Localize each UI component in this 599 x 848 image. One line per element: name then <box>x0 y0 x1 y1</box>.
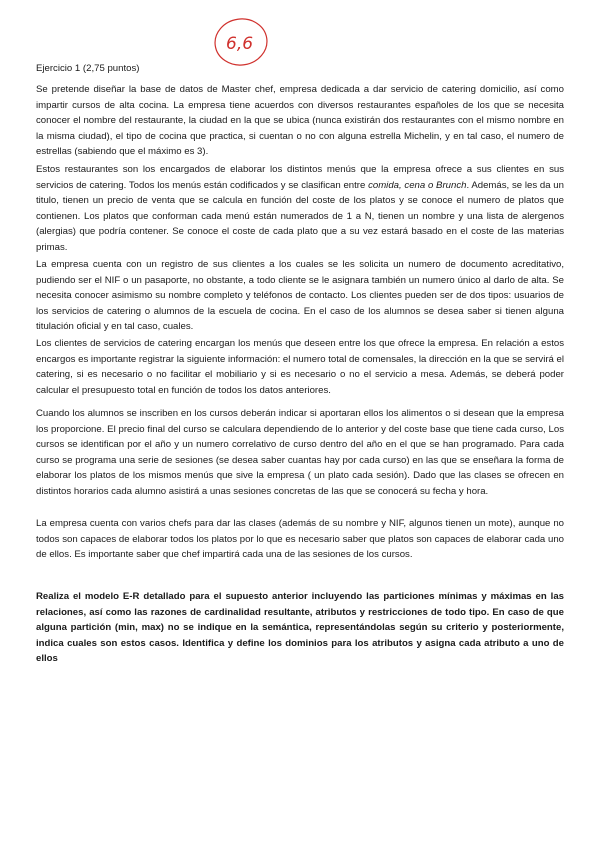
paragraph-2-end: . Además, se les da un titulo, tienen un precio de venta que se calcula en función del coste de los platos y se conoce el numero de platos que contienen. Los platos que conforman cada menú están numerados de 1 a N, tienen un nombre y una lista de alergenos (alergias) que podría contener. Se conoce el coste de cada plato que a su vez estará basado en el coste de las materias primas. <box>36 179 564 253</box>
paragraph-3: La empresa cuenta con un registro de sus clientes a los cuales se les solicita un numero de documento acreditativo, pudiendo ser el NIF o un pasaporte, no obstante, a todo cliente se le asignara también un numero único al darlo de alta. Se necesita conocer asimismo su nombre completo y teléfonos de contacto. Los clientes pueden ser de dos tipos: usuarios de los servicios de catering o alumnos de la escuela de cocina. En el caso de los alumnos se desea saber si tienen alguna titulación oficial y en tal caso, cuales. <box>36 259 564 333</box>
menu-types-italic: comida, cena o Brunch <box>368 179 467 191</box>
grade-circle-icon <box>212 14 272 70</box>
paragraph-5: Cuando los alumnos se inscriben en los cursos deberán indicar si aportaran ellos los alimentos o si desean que la empresa los proporcione. El precio final del curso se calculara dependiendo de lo anterior y del coste base que tiene cada curso, Los cursos se identifican por el año y un numero correlativo de curso dentro del año en el que se han programado. Para cada curso se programa una serie de sesiones (se desea saber cuantas hay por cada curso) en las que se enseñara la forma de elaborar los platos de los mismos menús que sive la empresa ( un plato cada sesión). Dado que las clases se ofrecen en distintos horarios cada alumno asistirá a unas sesiones concretas de las que se conocerá su fecha y hora. <box>36 408 564 497</box>
handwritten-grade <box>212 14 272 70</box>
paragraph-1: Se pretende diseñar la base de datos de Master chef, empresa dedicada a dar servicio de catering domicilio, así como impartir cursos de alta cocina. La empresa tiene acuerdos con diversos restaurantes españoles de los que se necesita conocer el nombre del restaurante, la ciudad en la que se ubica (nunca existirán dos restaurantes con el mismo nombre en la misma ciudad), el tipo de cocina que practica, si cuentan o no con alguna estrella Michelin, y en tal caso, el numero de estrellas (sabiendo que el máximo es 3). <box>36 84 564 158</box>
instructions-paragraph: Realiza el modelo E-R detallado para el supuesto anterior incluyendo las particiones mínimas y máximas en las relaciones, así como las razones de cardinalidad resultante, atributos y restricciones de todo tipo. En caso de que alguna partición (min, max) no se indique en la semántica, representándolas según su criterio y posteriormente, indica cuales son estos casos. Identifica y define los dominios para los atributos y asigna cada atributo a uno de ellos <box>36 591 564 665</box>
exercise-title: Ejercicio 1 (2,75 puntos) <box>36 63 140 74</box>
grade-text: 6,6 <box>226 34 254 54</box>
paragraph-4: Los clientes de servicios de catering encargan los menús que deseen entre los que ofrece la empresa. En relación a estos encargos es importante registrar la siguiente información: el numero total de comensales, la dirección en la que se servirá el catering, si es necesario o no facilitar el mobiliario y si es necesario o no el servicio a mesa. Además, se deberá poder calcular el presupuesto total en función de todos los datos anteriores. <box>36 338 564 396</box>
paragraph-2 <box>36 162 564 256</box>
paragraph-6: La empresa cuenta con varios chefs para dar las clases (además de su nombre y NIF, algunos tienen un mote), aunque no todos son capaces de elaborar todos los platos por lo que es necesario saber que platos son capaces de elaborar cada uno de ellos. Es importante saber que chef impartirá cada una de las sesiones de los cursos. <box>36 518 564 561</box>
paragraph-2-start: Estos restaurantes son los encargados de elaborar los distintos menús que la empresa ofrece a sus clientes en sus servicios de catering. Todos los menús están codificados y se clasifican entre <box>36 164 564 191</box>
